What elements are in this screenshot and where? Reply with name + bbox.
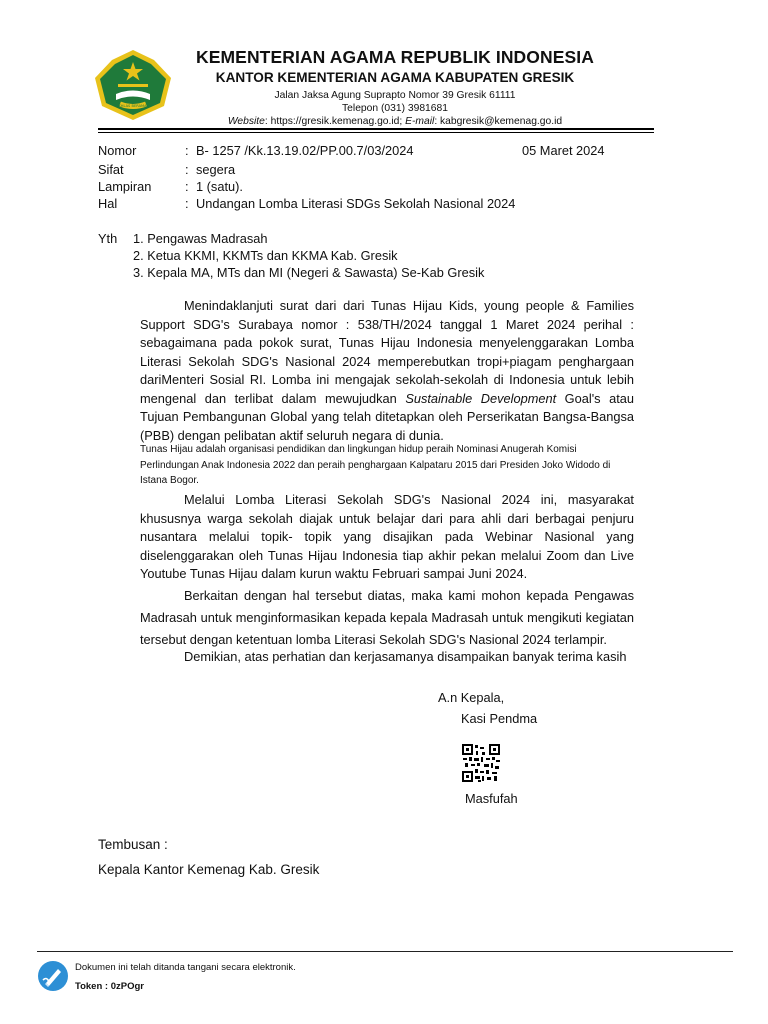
tembusan-label: Tembusan :: [98, 837, 168, 852]
closing-sentence: Demikian, atas perhatian dan kerjasamanya disampaikan banyak terima kasih: [184, 649, 627, 664]
website-value: : https://gresik.kemenag.go.id;: [264, 116, 406, 127]
lampiran-label: Lampiran: [98, 179, 152, 194]
website-label: Website: [227, 116, 265, 127]
qr-code-icon: [461, 743, 501, 783]
colon: :: [185, 179, 189, 194]
footer-token: Token : 0zPOgr: [75, 981, 144, 992]
footer-esign-note: Dokumen ini telah ditanda tangani secara elektronik.: [75, 962, 296, 973]
yth-label: Yth: [98, 231, 118, 246]
e-signature-icon: [37, 960, 69, 992]
nomor-label: Nomor: [98, 143, 137, 158]
p1-text-b: Goal's atau Tujuan Pembangunan Global yang telah ditetapkan oleh Perserikatan Bangsa-Bangsa (PBB) dengan pelibatan aktif seluruh negara di dunia.: [140, 390, 634, 443]
letterhead-rule-thin: [98, 132, 654, 133]
sifat-label: Sifat: [98, 162, 124, 177]
body-paragraph-4: Berkaitan dengan hal tersebut diatas, maka kami mohon kepada Pengawas Madrasah untuk menginformasikan kepada kepala Madrasah untuk mengikuti kegiatan tersebut dengan ketentuan lomba Literasi Sekolah SDG's Nasional 2024 terlampir.: [140, 588, 634, 647]
signature-on-behalf: A.n Kepala,: [438, 690, 505, 705]
addressee-item: 3. Kepala MA, MTs dan MI (Negeri & Sawasta) Se-Kab Gresik: [133, 265, 485, 280]
office-address: Jalan Jaksa Agung Suprapto Nomor 39 Gresik 61111: [274, 90, 516, 101]
hal-value: Undangan Lomba Literasi SDGs Sekolah Nasional 2024: [196, 196, 516, 211]
body-paragraph-1: [140, 297, 634, 445]
footer-rule: [37, 951, 733, 952]
office-name: KANTOR KEMENTERIAN AGAMA KABUPATEN GRESIK: [215, 70, 575, 85]
email-value: : kabgresik@kemenag.go.id: [434, 116, 563, 127]
signature-position: Kasi Pendma: [461, 711, 538, 726]
office-phone: Telepon (031) 3981681: [342, 103, 448, 114]
lampiran-value: 1 (satu).: [196, 179, 243, 194]
colon: :: [185, 143, 189, 158]
addressee-item: 1. Pengawas Madrasah: [133, 231, 268, 246]
hal-label: Hal: [98, 196, 118, 211]
addressee-item: 2. Ketua KKMI, KKMTs dan KKMA Kab. Gresik: [133, 248, 398, 263]
p1-italic: Sustainable Development: [405, 390, 557, 406]
body-paragraph-3: Melalui Lomba Literasi Sekolah SDG's Nasional 2024 ini, masyarakat khususnya warga sekolah diajak untuk belajar dari para ahli dari berbagai penjuru nusantara melalui topik- topik yang disajikan pada Webinar Nasional yang diselenggarakan oleh Tunas Hijau Indonesia tiap akhir pekan melalui Zoom dan Live Youtube Tunas Hijau dalam kurun waktu Februari sampai Juni 2024.: [140, 492, 634, 581]
colon: :: [185, 162, 189, 177]
letterhead-rule-thick: [98, 128, 654, 130]
ministry-name: KEMENTERIAN AGAMA REPUBLIK INDONESIA: [195, 47, 594, 67]
tunas-hijau-note: Tunas Hijau adalah organisasi pendidikan dan lingkungan hidup peraih Nominasi Anugerah Komisi Perlindungan Anak Indonesia 2022 dan peraih penghargaan Kalpataru 2015 dari Presiden Joko Widodo di Istana Bogor.: [140, 444, 611, 486]
tembusan-item: Kepala Kantor Kemenag Kab. Gresik: [98, 862, 320, 877]
sifat-value: segera: [196, 162, 236, 177]
letter-date: 05 Maret 2024: [522, 143, 605, 158]
logo-motto: IKHLAS BERAMAL: [117, 104, 149, 108]
p1-text-a: Menindaklanjuti surat dari dari Tunas Hijau Kids, young people & Families Support SDG's Surabaya nomor : 538/TH/2024 tanggal 1 Maret 2024 perihal : sebagaimana pada pokok surat, Tunas Hijau Indonesia menyelenggarakan Lomba Literasi Sekolah SDG's Nasional 2024 memperebutkan tropi+piagam penghargaan dariMenteri Sosial RI. Lomba ini mengajak sekolah-sekolah di Indonesia untuk lebih mengenal dan terlibat dalam mewujudkan: [140, 298, 634, 406]
signer-name: Masfufah: [465, 791, 518, 806]
office-web-email: [180, 116, 610, 127]
email-label: E-mail: [405, 116, 435, 127]
kemenag-logo: [92, 48, 174, 122]
colon: :: [185, 196, 189, 211]
nomor-value: B- 1257 /Kk.13.19.02/PP.00.7/03/2024: [196, 143, 414, 158]
